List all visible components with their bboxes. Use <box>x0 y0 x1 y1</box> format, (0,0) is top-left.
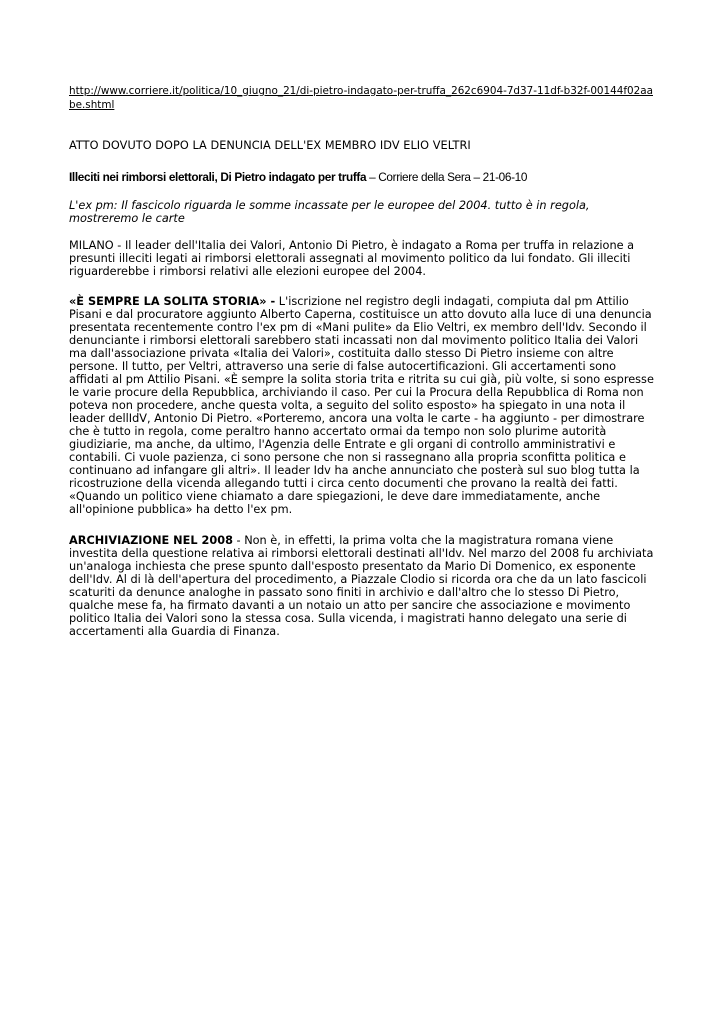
article-paragraph-1 <box>69 239 657 278</box>
headline-source: – Corriere della Sera – 21-06-10 <box>366 170 528 184</box>
article-headline <box>69 170 657 184</box>
paragraph-2-text: L'iscrizione nel registro degli indagati, compiuta dal pm Attilio Pisani e dal procuratore aggiunto Alberto Caperna, costituisce un atto dovuto alla luce di una denuncia presentata recentemente contro l'ex pm di «Mani pulite» da Elio Veltri, ex membro dell'Idv. Secondo il denunciante i rimborsi elettorali sarebbero stati incassati non dal movimento politico Italia dei Valori ma dall'associazione privata «Italia dei Valori», costituita dallo stesso Di Pietro insieme con altre persone. Il tutto, per Veltri, attraverso una serie di false autocertificazioni. Gli accertamenti sono affidati al pm Attilio Pisani. «È sempre la solita storia trita e ritrita su cui già, più volte, si sono espresse le varie procure della Repubblica, archiviando il caso. Per cui la Procura della Repubblica di Roma non poteva non procedere, anche questa volta, a seguito del solito esposto» ha spiegato in una nota il leader dellIdV, Antonio Di Pietro. «Porteremo, ancora una volta le carte - ha aggiunto - per dimostrare che è tutto in regola, come peraltro hanno accertato ormai da tempo non solo plurime autorità giudiziarie, ma anche, da ultimo, l'Agenzia delle Entrate e gli organi di controllo amministrativi e contabili. Ci vuole pazienza, ci sono persone che non si rassegnano alla propria sconfitta politica e continuano ad infangare gli altri». Il leader Idv ha anche annunciato che posterà sul suo blog tutta la ricostruzione della vicenda allegando tutti i circa cento documenti che provano la realtà dei fatti. «Quando un politico viene chiamato a dare spiegazioni, le deve dare immediatamente, anche all'opinione pubblica» ha detto l'ex pm. <box>69 295 654 516</box>
paragraph-1-text: MILANO - Il leader dell'Italia dei Valori, Antonio Di Pietro, è indagato a Roma per truffa in relazione a presunti illeciti legati ai rimborsi elettorali assegnati al movimento politico da lui fondato. Gli illeciti riguarderebbe i rimborsi relativi alle elezioni europee del 2004. <box>69 239 635 278</box>
article-standfirst: L'ex pm: Il fascicolo riguarda le somme incassate per le europee del 2004. tutto è in regola, mostreremo le carte <box>69 199 590 225</box>
paragraph-3-lead: ARCHIVIAZIONE NEL 2008 <box>69 534 233 547</box>
headline-title: Illeciti nei rimborsi elettorali, Di Pietro indagato per truffa <box>69 170 367 184</box>
article-paragraph-3 <box>69 534 657 638</box>
document-page <box>69 84 657 638</box>
source-url-link[interactable]: http://www.corriere.it/politica/10_giugno_21/di-pietro-indagato-per-truffa_262c6904-7d37-11df-b32f-00144f02aabe.shtml <box>69 85 653 111</box>
paragraph-2-lead: «È SEMPRE LA SOLITA STORIA» - <box>69 295 276 308</box>
paragraph-3-text: - Non è, in effetti, la prima volta che la magistratura romana viene investita della questione relativa ai rimborsi elettorali destinati all'Idv. Nel marzo del 2008 fu archiviata un'analoga inchiesta che prese spunto dall'esposto presentato da Mario Di Domenico, ex esponente dell'Idv. Al di là dell'apertura del procedimento, a Piazzale Clodio si ricorda ora che da un lato fascicoli scaturiti da denunce analoghe in passato sono finiti in archivio e dall'altro che lo stesso Di Pietro, qualche mese fa, ha firmato davanti a un notaio un atto per sancire che associazione e movimento politico Italia dei Valori sono la stessa cosa. Sulla vicenda, i magistrati hanno delegato una serie di accertamenti alla Guardia di Finanza. <box>69 534 654 638</box>
article-kicker: ATTO DOVUTO DOPO LA DENUNCIA DELL'EX MEMBRO IDV ELIO VELTRI <box>69 139 471 152</box>
article-paragraph-2 <box>69 295 657 516</box>
